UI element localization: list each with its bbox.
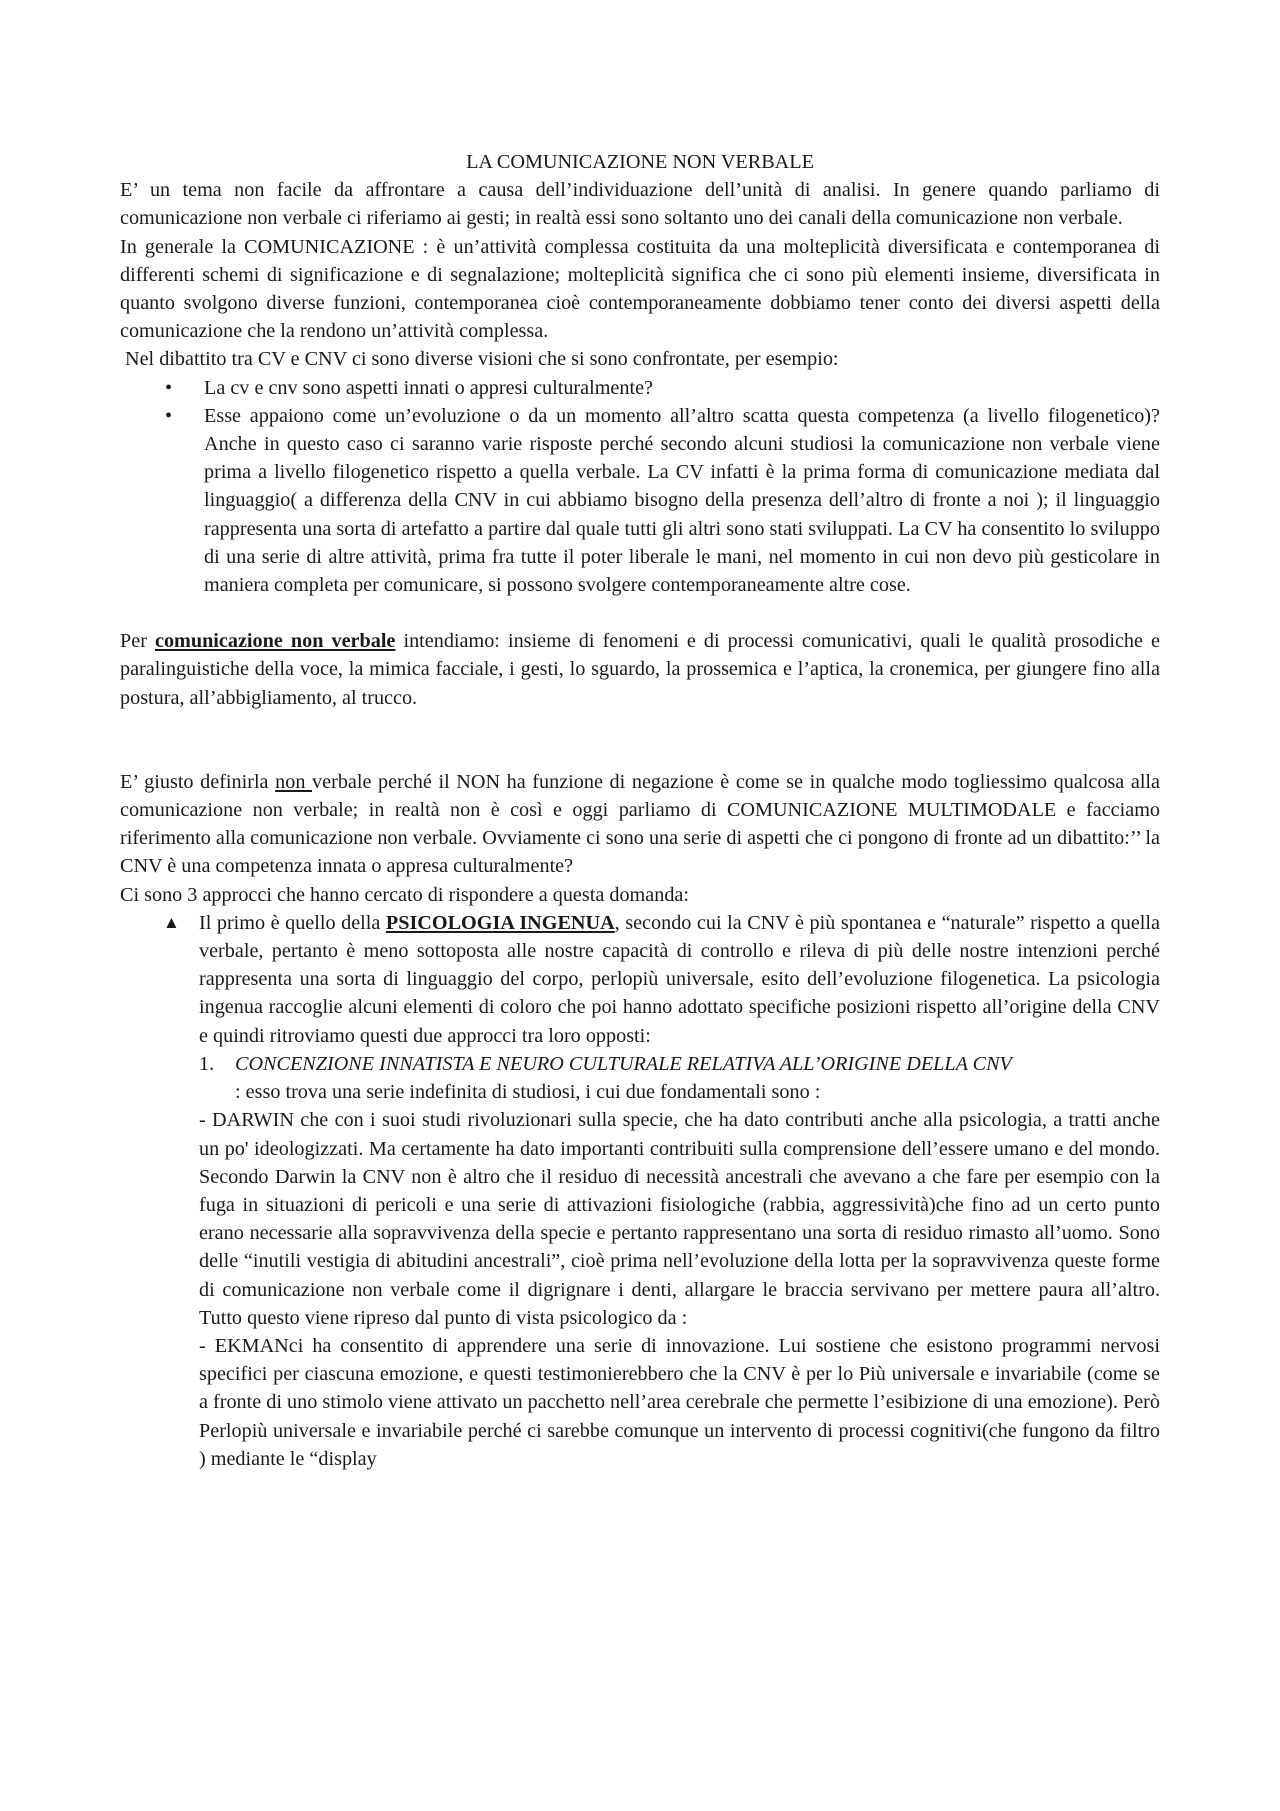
spacer [120, 599, 1160, 627]
non-verbale-lead: E’ giusto definirla [120, 770, 276, 793]
non-verbale-rest: verbale perché il NON ha funzione di negazione è come se in qualche modo togliessimo qualcosa alla comunicazione non verbale; in realtà non è così e oggi parliamo di COMUNICAZIONE MULTIMODALE e facciamo riferimento alla comunicazione non verbale. Ovviamente ci sono una serie di aspetti che ci pongono di fronte ad un dibattito:’’ la CNV è una competenza innata o appresa culturalmente? [120, 770, 1161, 878]
definition-paragraph [120, 627, 1160, 712]
concezione-title: CONCENZIONE INNATISTA E NEURO CULTURALE RELATIVA ALL’ORIGINE DELLA CNV [235, 1052, 1012, 1075]
intro-paragraph-3: Nel dibattito tra CV e CNV ci sono diverse visioni che si sono confrontate, per esempio: [125, 348, 839, 371]
definition-rest: intendiamo: insieme di fenomeni e di processi comunicativi, quali le qualità prosodiche e paralinguistiche della voce, la mimica facciale, i gesti, lo sguardo, la prossemica e l’aptica, la cronemica, per giungere fino alla postura, all’abbigliamento, al trucco. [120, 630, 1161, 709]
darwin-paragraph: - DARWIN che con i suoi studi rivoluzionari sulla specie, che ha dato contributi anche alla psicologia, a tratti anche un po' ideologizzati. Ma certamente ha dato importanti contribuiti sulla comprensione dell’essere umano e del mondo. Secondo Darwin la CNV non è altro che il residuo di necessità ancestrali che avevano a che fare per esempio con la fuga in situazioni di pericoli e una serie di attivazioni fisiologiche (rabbia, aggressività)che fino ad un certo punto erano necessarie alla sopravvivenza della specie e pertanto rappresentano una sorta di residuo rimasto all’uomo. Sono delle “inutili vestigia di abitudini ancestrali”, cioè prima nell’evoluzione della lotta per la sopravvivenza queste forme di comunicazione non verbale come il digrignare i denti, allargare le braccia servivano per mettere paura all’altro. Tutto questo viene ripreso dal punto di vista psicologico da : [199, 1109, 1160, 1329]
concezione-heading [120, 1050, 1160, 1078]
list-item [120, 402, 1160, 599]
primo-rest: , secondo cui la CNV è più spontanea e “naturale” rispetto a quella verbale, pertanto è meno sottoposta alle nostre capacità di controllo e rileva di più delle nostre intenzioni perché rappresenta una sorta di linguaggio del corpo, perlopiù universale, esito dell’evoluzione filogenetica. La psicologia ingenua raccoglie alcuni elementi di coloro che poi hanno adottato specifiche posizioni rispetto all’origine della CNV e quindi ritroviamo questi due approcci tra loro opposti: [199, 911, 1160, 1047]
concezione-number: 1. [199, 1052, 215, 1075]
definition-term: comunicazione non verbale [154, 630, 396, 653]
definition-lead: Per [120, 630, 155, 653]
non-verbale-paragraph [120, 768, 1160, 881]
document-page [120, 148, 1160, 1473]
primo-approccio [120, 909, 1160, 1050]
bullet-icon: • [165, 376, 173, 399]
ekman-paragraph: - EKMANci ha consentito di apprendere una serie di innovazione. Lui sostiene che esistono programmi nervosi specifici per ciascuna emozione, e questi testimonierebbero che la CNV è per lo Più universale e invariabile (come se a fronte di uno stimolo viene attivato un pacchetto nell’area cerebrale che permette l’esibizione di una emozione). Però Perlopiù universale e invariabile perché ci sarebbe comunque un intervento di processi cognitivi(che fungono da filtro ) mediante le “display [199, 1334, 1160, 1470]
non-verbale-term: non [275, 770, 313, 793]
list-item-text: La cv e cnv sono aspetti innati o appresi culturalmente? [204, 376, 654, 399]
concezione-continuation: : esso trova una serie indefinita di studiosi, i cui due fondamentali sono : [235, 1081, 821, 1104]
bullet-list [120, 374, 1160, 600]
page-title: LA COMUNICAZIONE NON VERBALE [466, 151, 814, 173]
bullet-icon: • [165, 404, 173, 427]
approcci-paragraph: Ci sono 3 approcci che hanno cercato di rispondere a questa domanda: [120, 883, 689, 906]
primo-term: PSICOLOGIA INGENUA [385, 911, 615, 934]
triangle-bullet-icon: ▲ [163, 912, 180, 932]
primo-lead: Il primo è quello della [199, 911, 386, 934]
list-item-text: Esse appaiono come un’evoluzione o da un momento all’altro scatta questa competenza (a livello filogenetico)?Anche in questo caso ci saranno varie risposte perché secondo alcuni studiosi la comunicazione non verbale viene prima a livello filogenetico rispetto a quella verbale. La CV infatti è la prima forma di comunicazione mediata dal linguaggio( a differenza della CNV in cui abbiamo bisogno della presenza dell’altro di fronte a noi ); il linguaggio rappresenta una sorta di artefatto a partire dal quale tutti gli altri sono stati sviluppati. La CV ha consentito lo sviluppo di una serie di altre attività, prima fra tutte il poter liberale le mani, nel momento in cui non devo più gesticolare in maniera completa per comunicare, si possono svolgere contemporaneamente altre cose. [204, 404, 1160, 597]
intro-paragraph-2: In generale la COMUNICAZIONE : è un’attività complessa costituita da una molteplicità diversificata e contemporanea di differenti schemi di significazione e di segnalazione; molteplicità significa che ci sono più elementi insieme, diversificata in quanto svolgono diverse funzioni, contemporanea cioè contemporaneamente dobbiamo tener conto dei diversi aspetti della comunicazione che la rendono un’attività complessa. [120, 235, 1160, 343]
spacer [120, 712, 1160, 768]
list-item [120, 374, 1160, 402]
intro-paragraph-1: E’ un tema non facile da affrontare a causa dell’individuazione dell’unità di analisi. In genere quando parliamo di comunicazione non verbale ci riferiamo ai gesti; in realtà essi sono soltanto uno dei canali della comunicazione non verbale. [120, 179, 1160, 230]
